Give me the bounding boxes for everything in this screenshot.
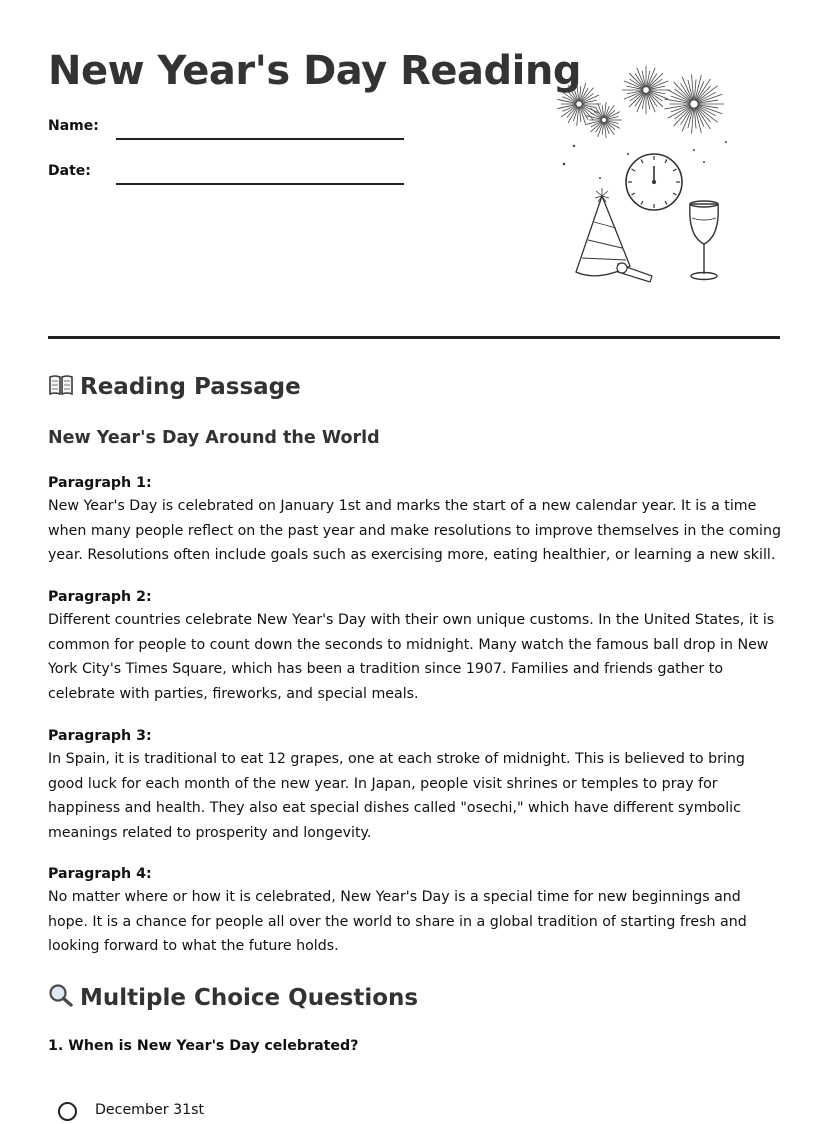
multiple-choice-heading-text: Multiple Choice Questions bbox=[80, 985, 419, 1011]
fireworks-icon bbox=[622, 66, 670, 114]
paragraph-label: Paragraph 2: bbox=[48, 589, 152, 605]
worksheet-page bbox=[48, 0, 781, 1118]
paragraph bbox=[48, 863, 783, 959]
wine-glass-icon bbox=[690, 201, 718, 280]
header-divider bbox=[48, 336, 780, 339]
paragraph-text: No matter where or how it is celebrated, New Year's Day is a special time for new beginnings and hope. It is a chance for people all over the world to share in a global tradition of starting fresh and looking forward to what the future holds. bbox=[48, 889, 747, 954]
radio-button[interactable] bbox=[58, 1102, 77, 1121]
name-line[interactable] bbox=[116, 138, 404, 140]
reading-passage-heading bbox=[48, 374, 301, 400]
party-horn-icon bbox=[617, 263, 652, 282]
multiple-choice-heading bbox=[48, 983, 418, 1011]
paragraph bbox=[48, 725, 783, 845]
paragraph-text: New Year's Day is celebrated on January 1st and marks the start of a new calendar year. It is a time when many people reflect on the past year and make resolutions to improve themselves in the coming year. Resolutions often include goals such as exercising more, eating healthier, or learning a new skill. bbox=[48, 498, 781, 563]
magnifying-glass-icon bbox=[48, 983, 74, 1007]
clock-icon bbox=[626, 154, 682, 210]
paragraph-label: Paragraph 4: bbox=[48, 866, 152, 882]
answer-option-label: December 31st bbox=[95, 1102, 205, 1118]
reading-passage-heading-text: Reading Passage bbox=[80, 374, 301, 400]
name-field[interactable] bbox=[48, 116, 408, 140]
paragraph bbox=[48, 586, 783, 706]
book-icon bbox=[48, 374, 74, 396]
worksheet-header bbox=[48, 0, 780, 340]
paragraph bbox=[48, 472, 783, 568]
fireworks-icon bbox=[557, 82, 601, 126]
new-years-illustration bbox=[554, 60, 744, 288]
date-label: Date: bbox=[48, 163, 91, 179]
paragraph-text: Different countries celebrate New Year's Day with their own unique customs. In the United States, it is common for people to count down the seconds to midnight. Many watch the famous ball drop in New York City's Times Square, which has been a tradition since 1907. Families and friends gather to celebrate with parties, fireworks, and special meals. bbox=[48, 612, 775, 702]
date-line[interactable] bbox=[116, 183, 404, 185]
paragraph-label: Paragraph 1: bbox=[48, 475, 152, 491]
paragraph-text: In Spain, it is traditional to eat 12 grapes, one at each stroke of midnight. This is believed to bring good luck for each month of the new year. In Japan, people visit shrines or temples to pray for happiness and health. They also eat special dishes called "osechi," which have different symbolic meanings related to prosperity and longevity. bbox=[48, 751, 745, 841]
name-label: Name: bbox=[48, 118, 99, 134]
passage-title: New Year's Day Around the World bbox=[48, 428, 380, 448]
paragraph-label: Paragraph 3: bbox=[48, 728, 152, 744]
fireworks-icon bbox=[664, 74, 724, 134]
fireworks-icon bbox=[587, 102, 622, 138]
worksheet-title: New Year's Day Reading bbox=[48, 48, 581, 94]
question-prompt: 1. When is New Year's Day celebrated? bbox=[48, 1038, 359, 1054]
date-field[interactable] bbox=[48, 161, 408, 185]
